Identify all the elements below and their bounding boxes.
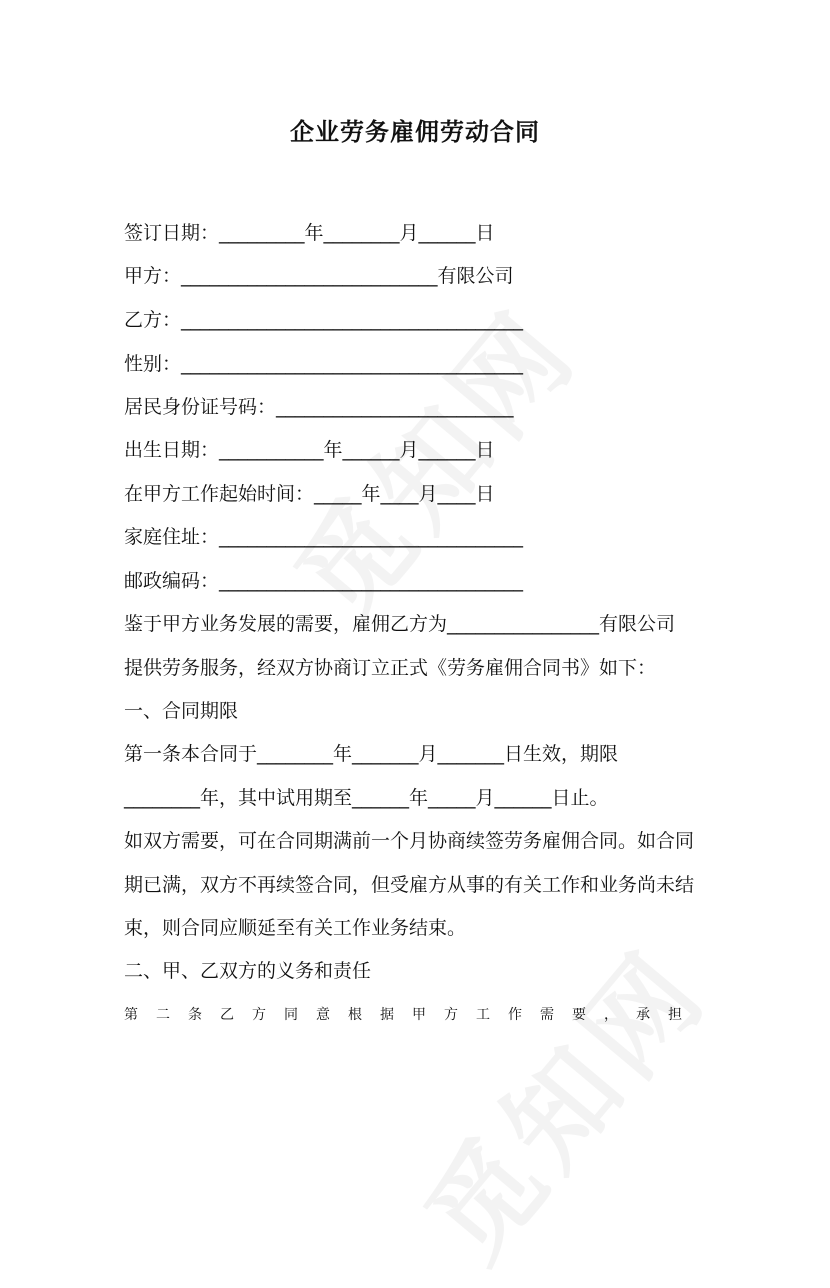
section-1-heading: 一、合同期限 <box>124 700 239 722</box>
postal-code-line: 邮政编码：________________________________ <box>124 570 524 592</box>
home-address-line: 家庭住址：________________________________ <box>124 526 524 548</box>
party-b-line: 乙方：____________________________________ <box>124 309 524 331</box>
birth-date-line: 出生日期：___________年______月______日 <box>124 439 495 461</box>
document-title: 企业劳务雇佣劳动合同 <box>290 118 540 146</box>
preamble-line-1: 鉴于甲方业务发展的需要，雇佣乙方为________________有限公司 <box>124 613 676 635</box>
article-1-line-2: ________年，其中试用期至______年_____月______日止。 <box>124 787 609 809</box>
watermark <box>384 910 736 1287</box>
start-date-line: 在甲方工作起始时间：_____年____月____日 <box>124 483 495 505</box>
article-1-line-1: 第一条本合同于________年_______月_______日生效，期限 <box>124 743 619 765</box>
renewal-line-2: 期已满，双方不再续签合同，但受雇方从事的有关工作和业务尚未结 <box>124 874 695 896</box>
article-2-line-1: 第二条乙方同意根据甲方工作需要，承担 <box>124 1007 700 1023</box>
id-number-line: 居民身份证号码：_________________________ <box>124 396 514 418</box>
preamble-line-2: 提供劳务服务，经双方协商订立正式《劳务雇佣合同书》如下： <box>124 657 657 679</box>
signing-date-line: 签订日期：_________年________月______日 <box>124 222 495 244</box>
section-2-heading: 二、甲、乙双方的义务和责任 <box>124 960 372 982</box>
gender-line: 性别：____________________________________ <box>124 353 524 375</box>
party-a-line: 甲方：___________________________有限公司 <box>124 265 514 287</box>
renewal-line-1: 如双方需要，可在合同期满前一个月协商续签劳务雇佣合同。如合同 <box>124 830 695 852</box>
renewal-line-3: 束，则合同应顺延至有关工作业务结束。 <box>124 917 467 939</box>
